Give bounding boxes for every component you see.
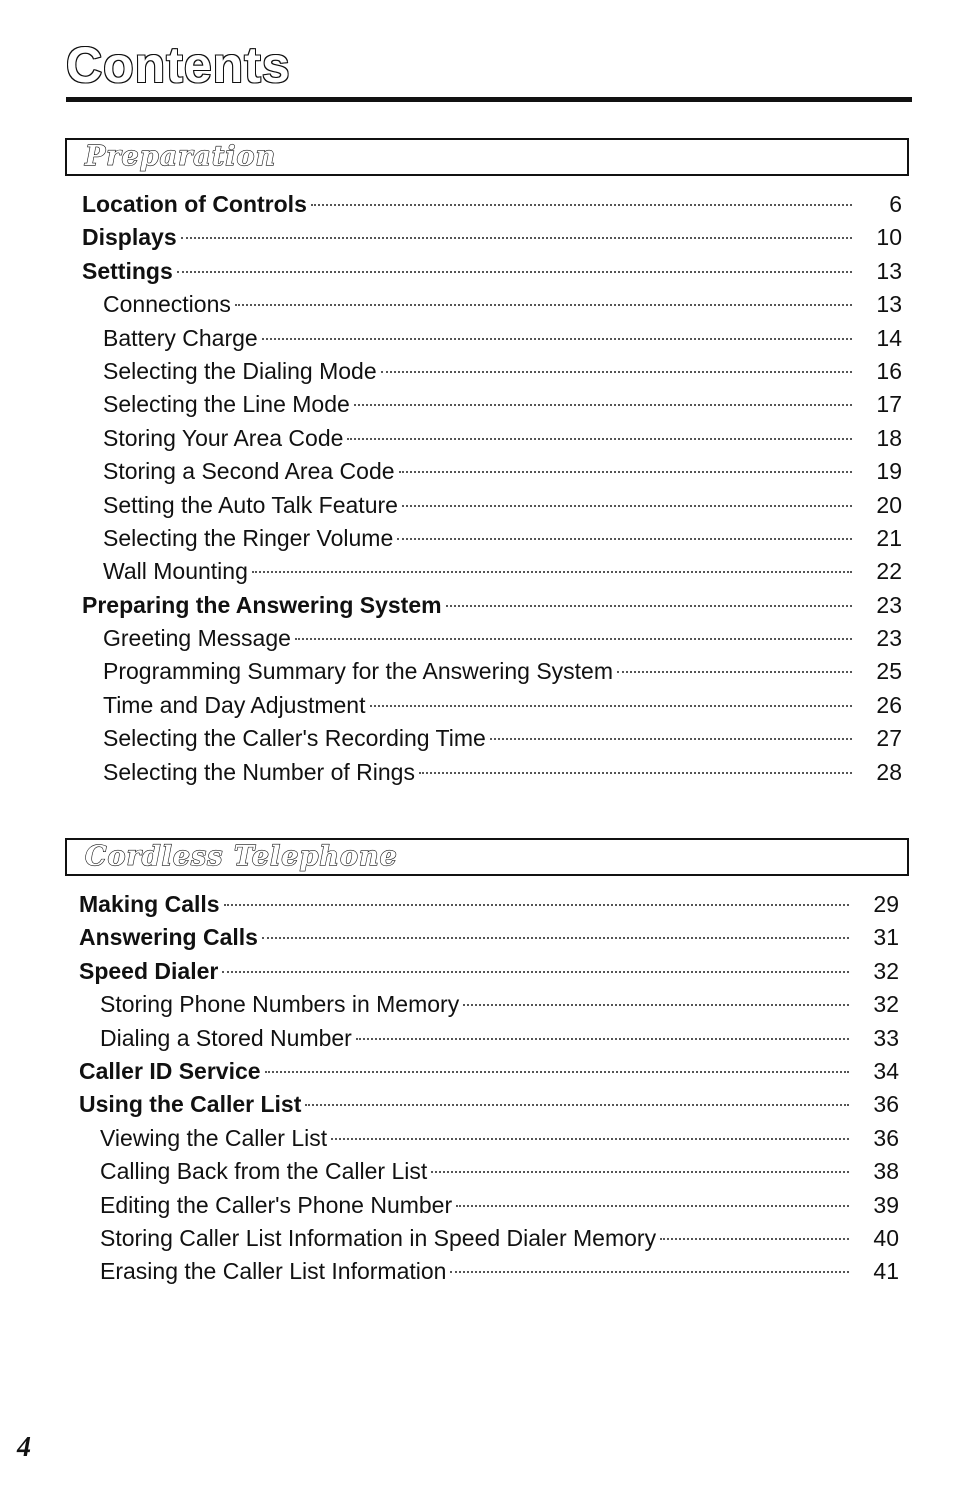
toc-entry-label: Viewing the Caller List xyxy=(100,1124,328,1151)
toc-entry-label: Settings xyxy=(82,257,173,284)
dot-leader xyxy=(177,271,852,273)
toc-entry-page: 32 xyxy=(873,991,899,1018)
toc-entry-page: 28 xyxy=(876,758,902,785)
toc-entry xyxy=(79,1255,899,1288)
toc-entry-label: Storing Phone Numbers in Memory xyxy=(100,991,460,1018)
toc-entry xyxy=(82,622,902,655)
toc-entry xyxy=(82,355,902,388)
toc-entry xyxy=(82,422,902,455)
toc-entry-label: Selecting the Dialing Mode xyxy=(103,357,377,384)
section-heading: Preparation xyxy=(85,141,277,172)
toc-entry-label: Storing Caller List Information in Speed Dialer Memory xyxy=(100,1224,657,1251)
toc-entry-page: 21 xyxy=(876,524,902,551)
toc-entry-label: Using the Caller List xyxy=(79,1091,302,1118)
toc-entry-page: 20 xyxy=(876,491,902,518)
section-header-cordless-telephone xyxy=(65,838,909,876)
toc-entry-label: Selecting the Ringer Volume xyxy=(103,524,394,551)
dot-leader xyxy=(311,204,852,206)
dot-leader xyxy=(265,1071,849,1073)
toc-entry-label: Selecting the Number of Rings xyxy=(103,758,415,785)
toc-entry-page: 14 xyxy=(876,324,902,351)
dot-leader xyxy=(397,538,852,540)
toc-entry-label: Wall Mounting xyxy=(103,558,248,585)
section-header-preparation xyxy=(65,138,909,176)
toc-entry-label: Storing Your Area Code xyxy=(103,424,344,451)
toc-entry-label: Programming Summary for the Answering System xyxy=(103,658,614,685)
dot-leader xyxy=(446,605,852,607)
dot-leader xyxy=(235,304,852,306)
toc-entry xyxy=(82,722,902,755)
dot-leader xyxy=(331,1138,849,1140)
section-heading: Cordless Telephone xyxy=(85,841,398,872)
toc-entry-label: Speed Dialer xyxy=(79,957,219,984)
toc-entry-label: Time and Day Adjustment xyxy=(103,691,366,718)
toc-entry-label: Making Calls xyxy=(79,891,220,917)
dot-leader xyxy=(463,1004,849,1006)
toc-entry xyxy=(79,1122,899,1155)
toc-entry-label: Editing the Caller's Phone Number xyxy=(100,1191,453,1218)
toc-entry xyxy=(82,322,902,355)
toc-entry xyxy=(82,589,902,622)
toc-entry-page: 41 xyxy=(873,1258,899,1285)
toc-entry xyxy=(82,255,902,288)
dot-leader xyxy=(262,338,852,340)
toc-entry-page: 23 xyxy=(876,625,902,652)
toc-entry-label: Preparing the Answering System xyxy=(82,591,442,618)
dot-leader xyxy=(450,1271,849,1273)
toc-entry xyxy=(82,455,902,488)
toc-entry-label: Battery Charge xyxy=(103,324,258,351)
toc-entry-label: Setting the Auto Talk Feature xyxy=(103,491,398,518)
dot-leader xyxy=(431,1171,849,1173)
toc-entry-label: Answering Calls xyxy=(79,924,258,951)
toc-entry xyxy=(82,221,902,254)
toc-entry-label: Displays xyxy=(82,224,177,251)
toc-entry xyxy=(82,388,902,421)
page-number: 4 xyxy=(17,1432,31,1463)
dot-leader xyxy=(617,671,852,673)
toc-entry-page: 29 xyxy=(873,891,899,917)
toc-entry xyxy=(79,1022,899,1055)
dot-leader xyxy=(262,937,849,939)
toc-entry-page: 39 xyxy=(873,1191,899,1218)
dot-leader xyxy=(399,471,852,473)
toc-entry-page: 33 xyxy=(873,1024,899,1051)
toc-entry xyxy=(82,288,902,321)
toc-list-cordless-telephone xyxy=(79,888,899,1289)
dot-leader xyxy=(402,505,852,507)
toc-entry xyxy=(79,1222,899,1255)
dot-leader xyxy=(295,638,852,640)
toc-entry-label: Selecting the Line Mode xyxy=(103,391,350,418)
toc-entry-label: Caller ID Service xyxy=(79,1057,261,1084)
toc-entry-label: Greeting Message xyxy=(103,625,291,652)
toc-entry xyxy=(82,756,902,789)
toc-entry xyxy=(82,655,902,688)
toc-entry-page: 26 xyxy=(876,691,902,718)
toc-entry-page: 40 xyxy=(873,1224,899,1251)
title-divider xyxy=(66,97,912,102)
toc-entry xyxy=(79,955,899,988)
toc-entry-page: 18 xyxy=(876,424,902,451)
toc-entry-page: 16 xyxy=(876,357,902,384)
toc-entry-page: 27 xyxy=(876,725,902,752)
toc-entry xyxy=(82,188,902,221)
dot-leader xyxy=(354,404,852,406)
toc-entry-page: 31 xyxy=(873,924,899,951)
dot-leader xyxy=(252,571,852,573)
toc-entry-page: 19 xyxy=(876,458,902,485)
toc-entry xyxy=(79,1155,899,1188)
toc-entry-page: 17 xyxy=(876,391,902,418)
toc-entry-label: Selecting the Caller's Recording Time xyxy=(103,725,486,752)
toc-entry xyxy=(82,489,902,522)
toc-entry xyxy=(79,921,899,954)
toc-entry-page: 22 xyxy=(876,558,902,585)
dot-leader xyxy=(456,1205,849,1207)
toc-entry xyxy=(82,555,902,588)
toc-entry-label: Dialing a Stored Number xyxy=(100,1024,352,1051)
toc-entry xyxy=(79,1088,899,1121)
page-title: Contents xyxy=(66,37,291,93)
toc-entry-page: 6 xyxy=(889,191,902,217)
toc-entry xyxy=(82,522,902,555)
dot-leader xyxy=(224,904,849,906)
toc-entry-label: Calling Back from the Caller List xyxy=(100,1158,428,1185)
toc-entry-label: Storing a Second Area Code xyxy=(103,458,395,485)
toc-entry-page: 32 xyxy=(873,957,899,984)
toc-entry-page: 10 xyxy=(876,224,902,251)
dot-leader xyxy=(305,1104,849,1106)
toc-entry xyxy=(79,1189,899,1222)
dot-leader xyxy=(347,438,852,440)
toc-entry-page: 38 xyxy=(873,1158,899,1185)
dot-leader xyxy=(181,237,852,239)
toc-list-preparation xyxy=(82,188,902,789)
toc-entry xyxy=(82,689,902,722)
dot-leader xyxy=(370,705,853,707)
toc-entry-label: Location of Controls xyxy=(82,191,307,217)
toc-entry-page: 36 xyxy=(873,1091,899,1118)
toc-entry-page: 23 xyxy=(876,591,902,618)
toc-entry-page: 25 xyxy=(876,658,902,685)
toc-entry xyxy=(79,888,899,921)
toc-entry xyxy=(79,1055,899,1088)
dot-leader xyxy=(490,738,852,740)
toc-entry-page: 34 xyxy=(873,1057,899,1084)
toc-entry xyxy=(79,988,899,1021)
dot-leader xyxy=(419,772,852,774)
toc-entry-page: 13 xyxy=(876,291,902,318)
toc-entry-page: 13 xyxy=(876,257,902,284)
dot-leader xyxy=(660,1238,849,1240)
dot-leader xyxy=(381,371,852,373)
toc-entry-page: 36 xyxy=(873,1124,899,1151)
toc-entry-label: Erasing the Caller List Information xyxy=(100,1258,447,1285)
toc-entry-label: Connections xyxy=(103,291,231,318)
dot-leader xyxy=(222,971,849,973)
dot-leader xyxy=(356,1038,849,1040)
